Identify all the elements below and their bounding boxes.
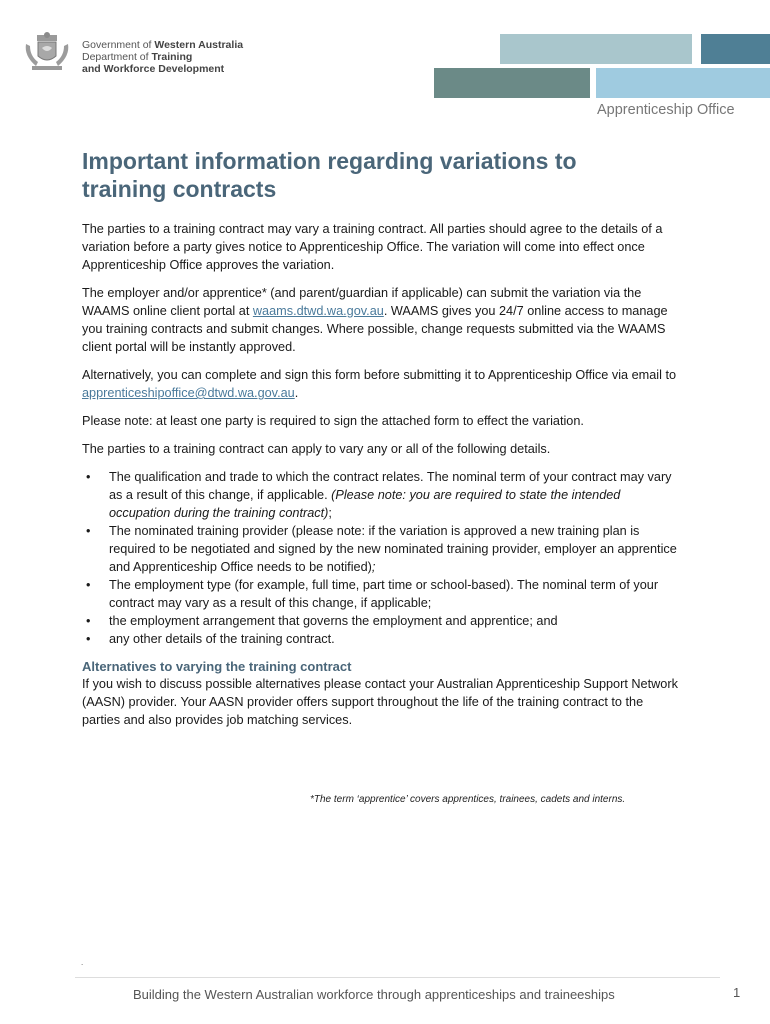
list-item (82, 576, 682, 612)
email-link[interactable]: apprenticeshipoffice@dtwd.wa.gov.au (82, 386, 295, 400)
header-color-bar (701, 34, 770, 64)
list-item (82, 630, 682, 648)
bullet-other-details: any other details of the training contract. (109, 632, 335, 646)
footer-divider (75, 977, 720, 978)
gov-line2-prefix: Department of (82, 51, 152, 63)
list-item (82, 468, 682, 522)
intro-paragraph: The parties to a training contract may vary a training contract. All parties should agree to the details of a variation before a party gives notice to Apprenticeship Office. The variation will come into effect once Apprenticeship Office approves the variation. (82, 222, 663, 272)
variation-details-list (82, 468, 682, 648)
title-line-2: training contracts (82, 176, 277, 202)
email-text-after: . (294, 386, 299, 400)
alternatives-paragraph: If you wish to discuss possible alternatives please contact your Australian Apprenticeship Support Network (AASN) provider. Your AASN provider offers support throughout the life of the training contract to the parties and also provides job matching services. (82, 677, 678, 727)
waams-text-before: The employer and/or apprentice* (and parent/guardian if applicable) can submit the variation via the WAAMS online client portal at (82, 286, 642, 318)
list-item (82, 612, 682, 630)
apprentice-term-footnote: *The term ‘apprentice’ covers apprentices, trainees, cadets and interns. (310, 794, 626, 805)
footer-mark: . (81, 958, 84, 967)
page-number: 1 (733, 985, 741, 1000)
wa-government-crest-icon (22, 32, 72, 74)
bullet-qualification-note: (Please note: you are required to state the intended occupation during the training contract) (109, 488, 621, 520)
waams-text-after: . WAAMS gives you 24/7 online access to manage you training contracts and submit changes. Where possible, change requests submitted via the WAAMS client portal will be instantly approved. (82, 304, 668, 354)
waams-paragraph (82, 284, 682, 356)
alternatives-heading: Alternatives to varying the training contract (82, 659, 352, 674)
office-label: Apprenticeship Office (597, 102, 735, 118)
bullet-qualification-end: ; (328, 506, 332, 520)
list-item (82, 522, 682, 576)
signature-note: Please note: at least one party is required to sign the attached form to effect the variation. (82, 414, 584, 428)
bullet-provider-text: The nominated training provider (please note: if the variation is approved a new training plan is required to be negotiated and signed by the new nominated training provider, employer an apprentice and Apprenticeship Office needs to be notified) (109, 524, 677, 574)
bullet-provider-end: ; (371, 560, 376, 574)
footer-tagline: Building the Western Australian workforce through apprenticeships and traineeships (133, 987, 615, 1002)
main-content (82, 147, 682, 739)
gov-line3-bold: and Workforce Development (82, 63, 225, 75)
bullet-glyph: • (86, 632, 91, 646)
bullet-glyph: • (86, 578, 91, 592)
header-color-bar (596, 68, 770, 98)
vary-details-intro: The parties to a training contract can apply to vary any or all of the following details. (82, 442, 551, 456)
bullet-glyph: • (86, 614, 91, 628)
title-line-1: Important information regarding variations to (82, 148, 577, 174)
bullet-glyph: • (86, 470, 91, 484)
bullet-qualification-text: The qualification and trade to which the contract relates. The nominal term of your contract may vary as a result of this change, if applicable. (109, 470, 672, 502)
bullet-employment-arrangement: the employment arrangement that governs the employment and apprentice; and (109, 614, 558, 628)
waams-portal-link[interactable]: waams.dtwd.wa.gov.au (252, 304, 384, 318)
gov-line1-bold: Western Australia (154, 39, 244, 51)
header-color-bar (434, 68, 590, 98)
bullet-glyph: • (86, 524, 91, 538)
bullet-employment-type: The employment type (for example, full time, part time or school-based). The nominal term of your contract may vary as a result of this change, if applicable; (109, 578, 659, 610)
header-color-bar (500, 34, 692, 64)
department-branding (82, 39, 243, 75)
page-title (82, 147, 682, 203)
gov-line2-bold: Training (151, 51, 193, 63)
email-paragraph (82, 366, 682, 402)
email-text-before: Alternatively, you can complete and sign this form before submitting it to Apprenticeship Office via email to (82, 368, 677, 382)
gov-line1-prefix: Government of (82, 39, 155, 51)
